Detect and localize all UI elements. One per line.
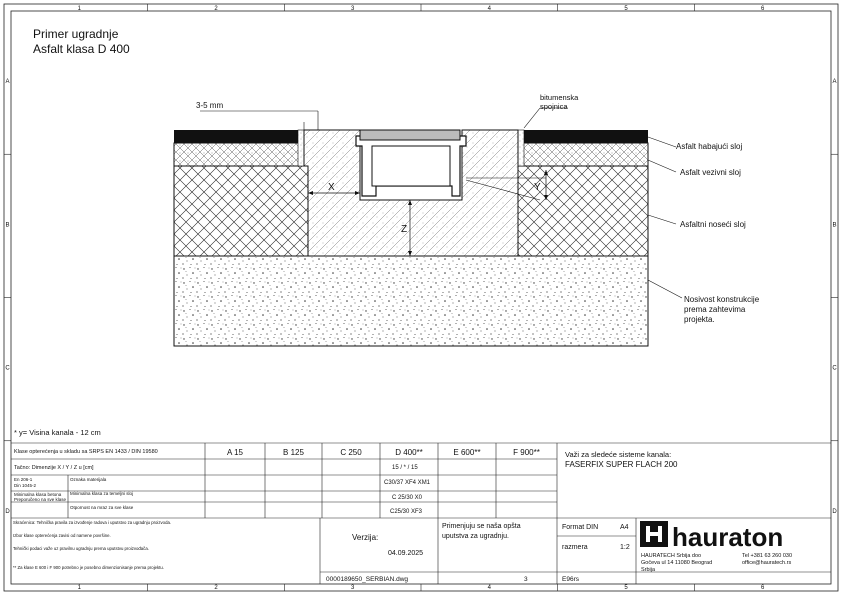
base-layer-left — [174, 166, 308, 256]
frame-col-2: 2 — [214, 585, 218, 591]
note-2: Izbor klase opterećenja zavisi od namene površine. — [13, 533, 111, 538]
subbase-layer — [174, 256, 648, 346]
brand-name: hauraton — [672, 522, 784, 552]
frame-col-4: 4 — [487, 6, 492, 12]
load-class-4: E 600** — [453, 448, 481, 457]
load-class-1: B 125 — [283, 448, 304, 457]
load-class-2: C 250 — [340, 448, 362, 457]
binder-layer-right — [520, 143, 648, 166]
frame-col-2: 2 — [214, 6, 218, 12]
classes-header: Klase opterećenja u skladu sa SRPS EN 1433 / DIN 19580 — [14, 449, 158, 455]
frame-row-A: A — [5, 79, 10, 85]
frame-row-C: C — [832, 365, 837, 372]
company-line-3: Srbija — [641, 567, 656, 573]
layer-base: Asfaltni noseći sloj — [680, 220, 746, 229]
dim-top-label: 3-5 mm — [196, 101, 224, 110]
layer-binder: Asfalt vezivni sloj — [680, 168, 741, 177]
note-3: Tehnički podaci važe uz pravilnu ugradnju prema uputstvu proizvođača. — [13, 546, 149, 551]
title-line-1: Primer ugradnje — [33, 27, 119, 41]
wearing-layer-right — [524, 130, 648, 143]
format-value: A4 — [620, 524, 629, 531]
page-number: 3 — [524, 576, 528, 583]
joint-label-2: spojnica — [540, 102, 568, 111]
version-label: Verzija: — [352, 533, 379, 542]
systems-value: FASERFIX SUPER FLACH 200 — [565, 460, 678, 469]
frame-row-B: B — [832, 222, 837, 229]
layer-subbase-2: prema zahtevima — [684, 305, 746, 314]
frame-col-3: 3 — [350, 585, 355, 591]
row-strength-label-1: Minimalna klasa betona — [14, 492, 62, 497]
filename: 0000189650_SERBIAN.dwg — [326, 576, 409, 583]
row-dimensions-label: Tačno: Dimenzije X / Y / Z u [cm] — [14, 465, 94, 471]
hauraton-logo — [640, 521, 668, 547]
frame-col-3: 3 — [350, 6, 355, 12]
frame-row-B: B — [5, 222, 10, 229]
frame-row-A: A — [832, 79, 837, 85]
version-date: 04.09.2025 — [388, 550, 424, 557]
load-class-0: A 15 — [226, 448, 244, 457]
phone: Tel +381 63 260 030 — [742, 553, 793, 559]
bitumen-joint-right — [518, 130, 524, 166]
title-line-2: Asfalt klasa D 400 — [33, 42, 130, 56]
frame-row-C: C — [5, 365, 10, 372]
dim-z-label: Z — [401, 224, 408, 235]
cross-section — [174, 108, 682, 346]
load-class-3: D 400** — [395, 448, 423, 457]
scale-label: razmera — [562, 544, 588, 551]
channel-grate — [360, 130, 460, 140]
frame-col-6: 6 — [760, 585, 765, 591]
row-strength-value: C 25/30 X0 — [392, 495, 423, 501]
note-1: Skraćenica: Tehnička pravila za izvođenje radova i uputstvo za ugradnju proizvoda. — [13, 520, 172, 525]
instructions-1: Primenjuju se naša opšta — [442, 523, 521, 530]
format-label: Format DIN — [562, 524, 599, 531]
dim-x-label: X — [328, 182, 335, 193]
load-class-5: F 900** — [513, 448, 540, 457]
systems-label: Važi za sledeće sisteme kanala: — [565, 450, 672, 459]
instructions-2: uputstva za ugradnju. — [442, 533, 509, 540]
frame-col-5: 5 — [624, 6, 628, 12]
frame-col-1: 1 — [77, 585, 82, 591]
row-strength-sub: Minimalna klasa za temeljni sloj — [70, 491, 134, 496]
layer-subbase-3: projekta. — [684, 315, 715, 324]
channel-interior — [372, 146, 450, 186]
row-frost-sub: Otpornost na mraz za sve klase — [70, 505, 134, 510]
row-frost-value: C25/30 XF3 — [390, 509, 423, 515]
dim-y-label: Y — [534, 182, 541, 193]
frame-row-D: D — [5, 508, 10, 515]
frame-col-5: 5 — [624, 585, 628, 591]
frame-col-1: 1 — [77, 6, 82, 12]
note-4: ** Za klase E 600 i F 900 potrebno je posebno dimenzionisanje prema projektu. — [13, 565, 164, 570]
footnote: * y= Visina kanala - 12 cm — [14, 428, 101, 437]
row-concrete-value: C30/37 XF4 XM1 — [384, 480, 431, 486]
layer-subbase-1: Nosivost konstrukcije — [684, 295, 760, 304]
row-concrete-sub: Oznaka materijala — [70, 477, 107, 482]
email: office@hauratech.rs — [742, 560, 792, 566]
row-concrete-label-1: En 206-1 — [14, 477, 33, 482]
wearing-layer-left — [174, 130, 300, 143]
joint-label-1: bitumenska — [540, 93, 579, 102]
layer-wearing: Asfalt habajući sloj — [676, 142, 743, 151]
base-layer-right — [516, 166, 648, 256]
company-line-1: HAURATECH Srbija doo — [641, 553, 702, 559]
row-strength-label-2: Preporučeno na sve klase — [14, 497, 67, 502]
bitumen-joint-left — [298, 130, 304, 166]
frame-col-6: 6 — [760, 6, 765, 12]
row-concrete-label-2: Din 1045-2 — [14, 483, 37, 488]
binder-layer-left — [174, 143, 304, 166]
frame-col-4: 4 — [487, 585, 492, 591]
frame-row-D: D — [832, 508, 837, 515]
doc-code: E96rs — [562, 576, 579, 583]
company-line-2: Gočeva ul 14 11080 Beograd — [641, 560, 713, 566]
row-dimensions-value: 15 / * / 15 — [392, 465, 418, 471]
scale-value: 1:2 — [620, 544, 630, 551]
